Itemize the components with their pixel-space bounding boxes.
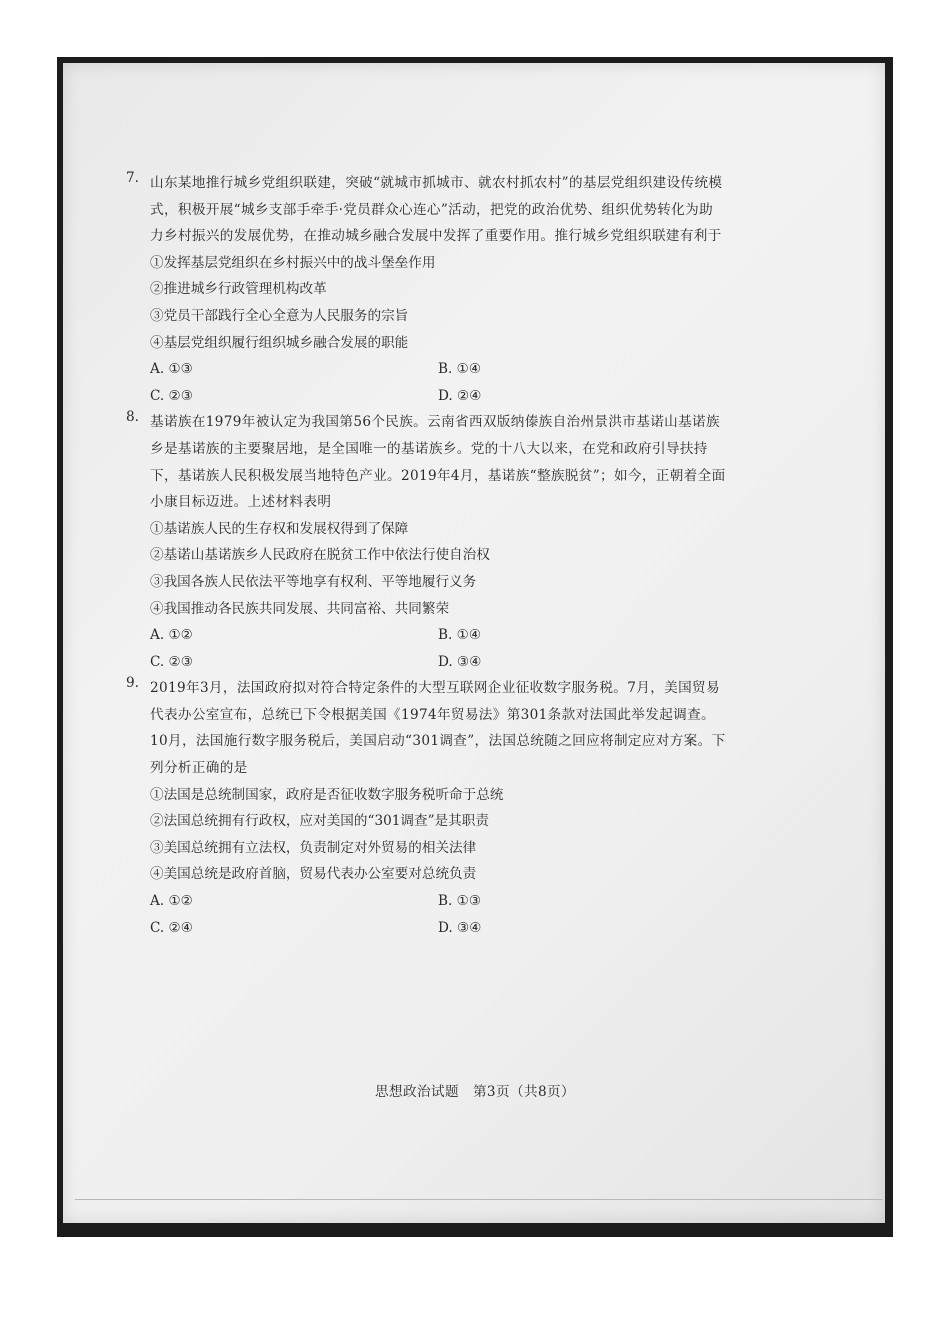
answer-choices [150,622,726,675]
choice-d: D. ③④ [438,653,482,670]
question-number: 9. [126,675,139,692]
page-footer: 思想政治试题 第3页（共8页） [374,1084,575,1100]
question-stem: 基诺族在1979年被认定为我国第56个民族。云南省西双版纳傣族自治州景洪市基诺山基诺族乡是基诺族的主要聚居地，是全国唯一的基诺族乡。党的十八大以来，在党和政府引导扶持下，基诺族人民积极发展当地特色产业。2019年4月，基诺族“整族脱贫”；如今，正朝着全面小康目标迈进。上述材料表明 [150,414,726,511]
statement-4: ④我国推动各民族共同发展、共同富裕、共同繁荣 [150,600,450,617]
question-stem: 山东某地推行城乡党组织联建，突破“就城市抓城市、就农村抓农村”的基层党组织建设传统模式，积极开展“城乡支部手牵手·党员群众心连心”活动，把党的政治优势、组织优势转化为助力乡村振兴的发展优势，在推动城乡融合发展中发挥了重要作用。推行城乡党组织联建有利于 [150,175,723,245]
statement-2: ②基诺山基诺族乡人民政府在脱贫工作中依法行使自治权 [150,547,490,564]
answer-choices [150,888,726,941]
sheet-edge [75,1199,883,1200]
statement-3: ③党员干部践行全心全意为人民服务的宗旨 [150,307,409,324]
statement-2: ②推进城乡行政管理机构改革 [150,281,327,298]
choice-c: C. ②③ [150,387,193,404]
choice-b: B. ①④ [438,627,482,644]
statement-1: ①发挥基层党组织在乡村振兴中的战斗堡垒作用 [150,254,436,271]
answer-choices [150,356,726,409]
statement-1: ①法国是总统制国家，政府是否征收数字服务税听命于总统 [150,786,504,803]
choice-a: A. ①② [150,627,193,644]
statement-3: ③美国总统拥有立法权，负责制定对外贸易的相关法律 [150,839,477,856]
statement-4: ④美国总统是政府首脑，贸易代表办公室要对总统负责 [150,866,477,883]
question-8 [126,409,726,675]
choice-a: A. ①② [150,893,193,910]
statement-2: ②法国总统拥有行政权，应对美国的“301调查”是其职责 [150,813,489,830]
choice-a: A. ①③ [150,361,193,378]
statement-1: ①基诺族人民的生存权和发展权得到了保障 [150,520,409,537]
question-7 [126,170,726,409]
question-list [126,170,726,941]
question-number: 7. [126,170,139,186]
choice-d: D. ②④ [438,387,482,404]
choice-c: C. ②④ [150,919,193,936]
question-9 [126,675,726,941]
statement-3: ③我国各族人民依法平等地享有权利、平等地履行义务 [150,573,477,590]
question-number: 8. [126,409,139,426]
question-stem: 2019年3月，法国政府拟对符合特定条件的大型互联网企业征收数字服务税。7月，美国贸易代表办公室宣布，总统已下令根据美国《1974年贸易法》第301条款对法国此举发起调查。10月，法国施行数字服务税后，美国启动“301调查”，法国总统随之回应将制定应对方案。下列分析正确的是 [150,680,726,777]
choice-d: D. ③④ [438,919,482,936]
choice-b: B. ①③ [438,893,482,910]
choice-b: B. ①④ [438,361,482,378]
statement-4: ④基层党组织履行组织城乡融合发展的职能 [150,334,409,351]
choice-c: C. ②③ [150,653,193,670]
